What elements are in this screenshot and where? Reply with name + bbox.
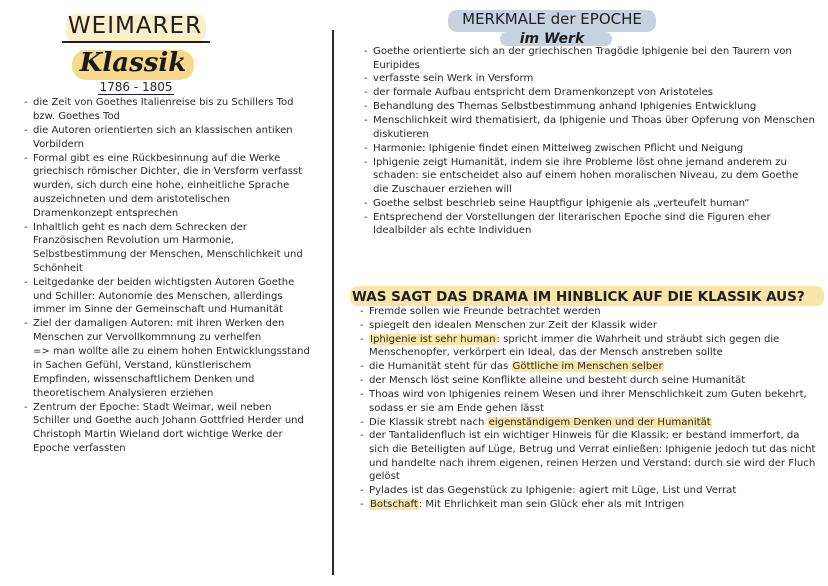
- question-heading: WAS SAGT DAS DRAMA IM HINBLICK AUF DIE KLASSIK AUS?: [352, 289, 805, 305]
- section-heading-line1: MERKMALE der EPOCHE: [462, 10, 642, 28]
- list-item: [360, 360, 818, 374]
- subtitle: Klassik: [79, 48, 187, 78]
- list-item: [364, 142, 816, 156]
- list-item: [24, 124, 310, 152]
- highlighted-text: Iphigenie ist sehr human: [370, 333, 496, 345]
- bullet-dash: -: [360, 430, 364, 442]
- bullet-dash: -: [364, 156, 368, 168]
- item-text: Goethe orientierte sich an der griechischen Tragödie Iphigenie bei den Taurern von Euripides: [373, 46, 792, 71]
- item-text: Fremde sollen wie Freunde betrachtet werden: [369, 306, 601, 317]
- list-item: [360, 305, 818, 319]
- list-item: [360, 374, 818, 388]
- bullet-dash: -: [360, 361, 364, 373]
- bullet-dash: -: [24, 318, 28, 330]
- item-text: verfasste sein Werk in Versform: [373, 73, 534, 85]
- bullet-dash: -: [24, 276, 28, 288]
- item-text: der Tantalidenfluch ist ein wichtiger Hinweis für die Klassik; er bestand immerfort, da sich die Beteiligten auf Lüge, Betrug und Verrat einließen: Iphigenie jedoch tut das nicht und handelte nach ihrem eigenen, reinen Herzen und Verstand: durch sie wird der Fluch gelöst: [369, 430, 816, 483]
- bullet-dash: -: [364, 73, 368, 85]
- highlighted-text: Göttliche im Menschen selber: [512, 361, 663, 373]
- title-underline: [62, 41, 210, 43]
- bullet-dash: -: [24, 221, 28, 233]
- bullet-dash: -: [364, 115, 368, 127]
- item-text: die Autoren orientierten sich an klassischen antiken Vorbildern: [33, 124, 293, 150]
- bullet-dash: -: [364, 197, 368, 209]
- epoch-dates: 1786 - 1805: [99, 80, 173, 94]
- section-heading-line2: im Werk: [519, 31, 585, 47]
- item-text: man wollte alle zu einem hohen Entwicklungsstand in Sachen Gefühl, Verstand, künstlerischem Empfinden, wissenschaftlichem Denken und theoretischem Analysieren erziehen: [33, 346, 310, 399]
- epoch-facts-list: [24, 96, 310, 456]
- bullet-dash: -: [24, 97, 28, 108]
- bullet-dash: -: [364, 142, 368, 154]
- dates-underline: [98, 94, 174, 95]
- bullet-dash: -: [360, 485, 364, 497]
- bullet-dash: -: [364, 101, 368, 113]
- list-item: [364, 114, 816, 141]
- item-text: Goethe selbst beschrieb seine Hauptfigur Iphigenie als „verteufelt human“: [373, 197, 750, 209]
- item-text: : spricht immer die Wahrheit und sträubt sich gegen die Menschenopfer, verkörpert ein Ideal, das der Mensch anstreben sollte: [369, 333, 780, 359]
- bullet-dash: -: [360, 416, 364, 428]
- item-text: : Mit Ehrlichkeit man sein Glück eher als mit Intrigen: [418, 498, 685, 510]
- list-item: [364, 100, 816, 114]
- item-text: die Zeit von Goethes Italienreise bis zu Schillers Tod bzw. Goethes Tod: [33, 97, 294, 122]
- section-heading: [440, 9, 664, 49]
- item-text: Behandlung des Themas Selbstbestimmung anhand Iphigenies Entwicklung: [373, 101, 757, 113]
- list-item: [24, 317, 310, 345]
- bullet-dash: -: [360, 319, 364, 331]
- item-text: Formal gibt es eine Rückbesinnung auf die Werke griechisch römischer Dichter, die in Versform verfasst wurden, sich durch eine hohe, einheitliche Sprache auszeichneten und dem aristotelischen Dramenkonzept entsprechen: [33, 152, 303, 219]
- bullet-dash: -: [24, 124, 28, 136]
- item-text: der formale Aufbau entspricht dem Dramenkonzept von Aristoteles: [373, 87, 714, 99]
- item-text: Iphigenie zeigt Humanität, indem sie ihre Probleme löst ohne jemand anderem zu schaden: sie entscheidet also auf einem hohen moralischen Niveau, zu dem Goethe die Zuschauer erziehen will: [373, 156, 799, 195]
- list-item: [364, 86, 816, 100]
- item-text: Pylades ist das Gegenstück zu Iphigenie: agiert mit Lüge, List und Verrat: [369, 485, 737, 497]
- bullet-dash: -: [24, 152, 28, 164]
- list-item: [364, 45, 816, 72]
- bullet-dash: -: [364, 46, 368, 57]
- list-item: [360, 388, 818, 415]
- item-text: Leitgedanke der beiden wichtigsten Autoren Goethe und Schiller: Autonomie des Menschen, allerdings immer im Sinne der Gemeinschaft und Humanität: [33, 276, 295, 316]
- list-item: [24, 345, 310, 400]
- bullet-dash: -: [360, 389, 364, 401]
- list-item: [360, 333, 818, 360]
- bullet-dash: -: [364, 211, 368, 223]
- page-title: WEIMARER: [67, 13, 203, 39]
- list-item: [360, 484, 818, 498]
- list-item: [360, 319, 818, 333]
- bullet-dash: -: [360, 333, 364, 345]
- list-item: [24, 401, 310, 456]
- bullet-dash: -: [24, 401, 28, 413]
- list-item: [360, 429, 818, 483]
- list-item: [364, 211, 816, 238]
- item-text: Thoas wird von Iphigenies reinem Wesen und ihrer Menschlichkeit zum Guten bekehrt, sodass er sie am Ende gehen lässt: [369, 389, 807, 414]
- item-text: Inhaltlich geht es nach dem Schrecken der Französischen Revolution um Harmonie, Selbstbestimmung der Menschen, Menschlichkeit und Schönheit: [33, 221, 303, 274]
- item-text: Zentrum der Epoche: Stadt Weimar, weil neben Schiller und Goethe auch Johann Gottfried Herder und Christoph Martin Wieland dort wichtige Werke der Epoche verfassten: [33, 401, 304, 454]
- bullet-dash: -: [360, 306, 364, 317]
- list-item: [364, 197, 816, 211]
- item-text: spiegelt den idealen Menschen zur Zeit der Klassik wider: [369, 319, 657, 331]
- highlighted-text: Botschaft: [370, 498, 418, 510]
- item-text: Entsprechend der Vorstellungen der literarischen Epoche sind die Figuren eher Idealbilder als echte Individuen: [373, 211, 771, 237]
- column-divider: [332, 30, 334, 575]
- bullet-dash: -: [360, 375, 364, 387]
- bullet-dash: -: [364, 87, 368, 99]
- list-item: [24, 221, 310, 276]
- item-text: Menschlichkeit wird thematisiert, da Iphigenie und Thoas über Opferung von Menschen diskutieren: [373, 115, 815, 140]
- list-item: [360, 416, 818, 430]
- features-list: [364, 45, 816, 238]
- highlighted-text: eigenständigem Denken und der Humanität: [488, 416, 711, 428]
- arrow-prefix: =>: [33, 346, 53, 358]
- list-item: [24, 276, 310, 317]
- item-text: Ziel der damaligen Autoren: mit ihren Werken den Menschen zur Vervollkommnung zu verhelfen: [33, 318, 285, 344]
- item-text-before: Die Klassik strebt nach: [369, 416, 488, 428]
- item-text: der Mensch löst seine Konflikte alleine und besteht durch seine Humanität: [369, 375, 746, 387]
- list-item: [24, 96, 310, 124]
- bullet-dash: -: [360, 498, 364, 510]
- list-item: [364, 72, 816, 86]
- item-text: Harmonie: Iphigenie findet einen Mittelweg zwischen Pflicht und Neigung: [373, 142, 744, 154]
- list-item: [360, 498, 818, 512]
- item-text-before: die Humanität steht für das: [369, 361, 512, 373]
- list-item: [364, 156, 816, 197]
- list-item: [24, 152, 310, 221]
- drama-statements-list: [360, 305, 818, 512]
